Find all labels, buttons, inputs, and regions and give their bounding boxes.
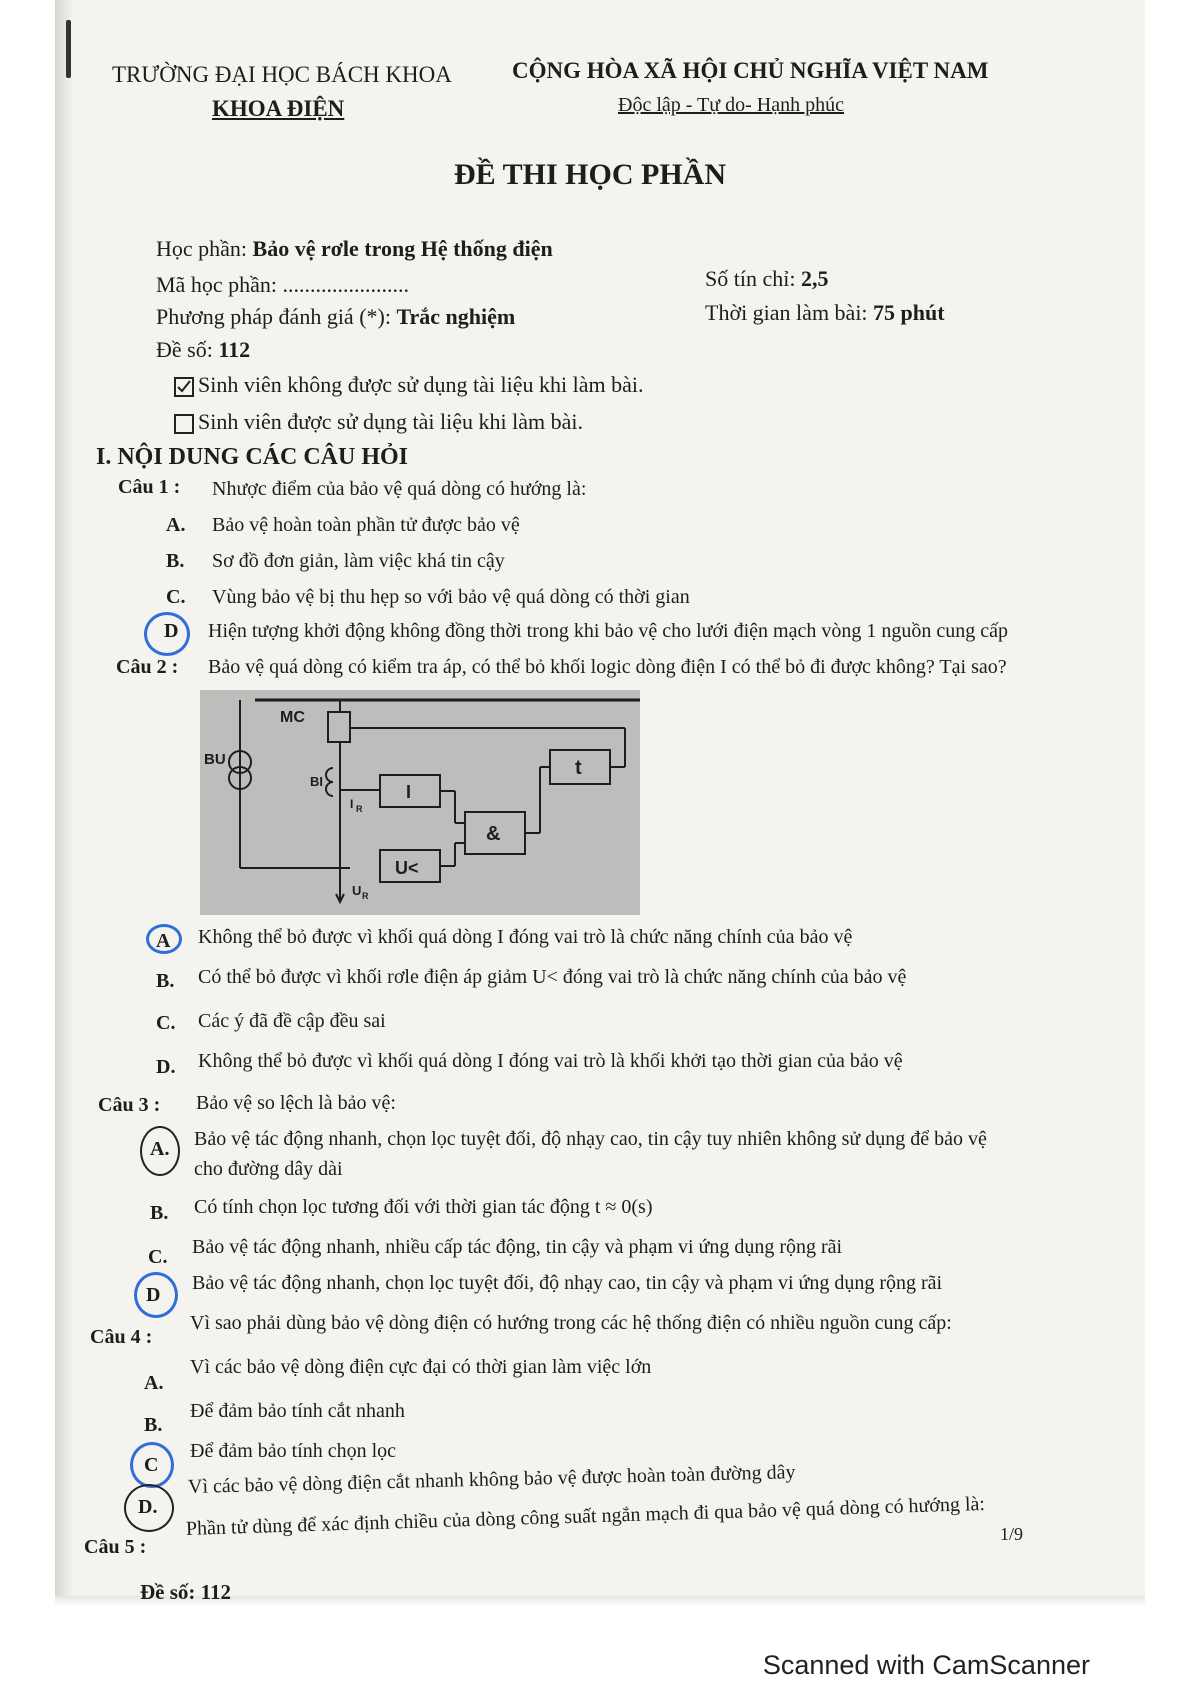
section-title: I. NỘI DUNG CÁC CÂU HỎI [96, 444, 409, 470]
national-motto: Độc lập - Tự do- Hạnh phúc [618, 94, 844, 116]
method-line [156, 304, 515, 330]
page-number: 1/9 [1000, 1524, 1024, 1544]
q4-option-c-key: C [144, 1454, 159, 1476]
course-line [156, 236, 553, 262]
q3-option-a-key: A. [150, 1138, 170, 1160]
question-5-text: Phần tử dùng để xác định chiều của dòng công suất ngắn mạch đi qua bảo vệ quá dòng có hướng là: [185, 1492, 986, 1540]
exam-title: ĐỀ THI HỌC PHẦN [454, 158, 726, 191]
q2-option-b-key: B. [156, 970, 175, 992]
question-3-label: Câu 3 : [98, 1094, 161, 1116]
method-value: Trắc nghiệm [396, 304, 516, 329]
label-bi: BI [310, 774, 323, 789]
empty-checkbox [174, 414, 194, 434]
pen-circle-mark [146, 924, 182, 954]
q3-option-d: Bảo vệ tác động nhanh, chọn lọc tuyệt đối, độ nhạy cao, tin cậy và phạm vi ứng dụng rộng rãi [192, 1272, 943, 1294]
q2-option-d-key: D. [156, 1056, 176, 1078]
exam-number-line [156, 337, 250, 363]
q2-option-d: Không thể bỏ được vì khối quá dòng I đóng vai trò là khối khởi tạo thời gian của bảo vệ [198, 1050, 903, 1072]
q1-option-b: Sơ đồ đơn giản, làm việc khá tin cậy [212, 550, 505, 572]
q2-option-c-key: C. [156, 1012, 176, 1034]
label-and-block: & [486, 823, 501, 845]
pen-circle-mark [124, 1484, 174, 1532]
label-ur: U [352, 883, 362, 898]
q3-option-c-key: C. [148, 1246, 168, 1268]
label-ir-sub: R [356, 804, 363, 814]
method-label: Phương pháp đánh giá (*): [156, 304, 391, 329]
time-label: Thời gian làm bài: [705, 300, 868, 325]
rule-no-materials: Sinh viên không được sử dụng tài liệu khi làm bài. [198, 372, 644, 397]
label-u-block: U< [395, 858, 419, 878]
pen-circle-mark [134, 1272, 178, 1318]
checked-checkbox [174, 377, 194, 397]
q4-option-b: Để đảm bảo tính cắt nhanh [190, 1400, 405, 1422]
q4-option-d-key: D. [138, 1496, 158, 1518]
course-name: Bảo vệ rơle trong Hệ thống điện [252, 236, 553, 261]
q1-option-a: Bảo vệ hoàn toàn phần tử được bảo vệ [212, 514, 520, 536]
pen-circle-mark [140, 1126, 180, 1176]
q1-option-c-key: C. [166, 586, 186, 608]
question-1-text: Nhược điểm của bảo vệ quá dòng có hướng là: [212, 478, 587, 500]
circuit-schematic [200, 690, 640, 915]
check-icon [176, 379, 192, 395]
q2-option-c: Các ý đã đề cập đều sai [198, 1010, 386, 1032]
q3-option-b-key: B. [150, 1202, 169, 1224]
breaker-mc [328, 712, 350, 742]
question-2-label: Câu 2 : [116, 656, 179, 678]
rule-materials-allowed: Sinh viên được sử dụng tài liệu khi làm bài. [198, 409, 583, 434]
question-4-text: Vì sao phải dùng bảo vệ dòng điện có hướng trong các hệ thống điện có nhiều nguồn cung cấp: [190, 1312, 952, 1334]
label-t-block: t [575, 757, 582, 779]
question-4-label: Câu 4 : [90, 1326, 153, 1348]
label-ir: I [350, 797, 354, 811]
scanner-watermark: Scanned with CamScanner [762, 1650, 1090, 1680]
footer-exam-number: Đề số: 112 [140, 1580, 231, 1604]
course-label: Học phần: [156, 236, 248, 261]
relay-circuit-diagram [200, 690, 640, 915]
time-line [705, 300, 945, 326]
q2-option-a: Không thể bỏ được vì khối quá dòng I đóng vai trò là chức năng chính của bảo vệ [198, 926, 853, 948]
question-3-text: Bảo vệ so lệch là bảo vệ: [196, 1092, 396, 1114]
q4-option-a: Vì các bảo vệ dòng điện cực đại có thời gian làm việc lớn [190, 1356, 652, 1378]
school-name: TRƯỜNG ĐẠI HỌC BÁCH KHOA [112, 62, 452, 87]
q1-option-d-key: D [164, 620, 179, 642]
faculty-name: KHOA ĐIỆN [212, 96, 345, 121]
question-5-label: Câu 5 : [84, 1536, 147, 1558]
credits-value: 2,5 [800, 266, 829, 291]
q4-option-c: Để đảm bảo tính chọn lọc [190, 1440, 397, 1462]
binding-mark [66, 20, 71, 78]
q2-option-b: Có thể bỏ được vì khối rơle điện áp giảm U< đóng vai trò là chức năng chính của bảo vệ [198, 966, 907, 988]
q2-option-a-key: A [156, 930, 171, 952]
q4-option-b-key: B. [144, 1414, 163, 1436]
course-code: Mã học phần: ....................... [156, 272, 409, 297]
label-ur-sub: R [362, 891, 369, 901]
paper-edge-shadow [55, 0, 73, 1605]
bi-coil [326, 768, 333, 782]
q1-option-c: Vùng bảo vệ bị thu hẹp so với bảo vệ quá dòng có thời gian [212, 586, 690, 608]
exam-number: 112 [218, 337, 251, 362]
label-i-block: I [406, 782, 412, 802]
q3-option-d-key: D [146, 1284, 161, 1306]
q3-option-a-continued: cho đường dây dài [194, 1158, 343, 1180]
country-name: CỘNG HÒA XÃ HỘI CHỦ NGHĨA VIỆT NAM [512, 58, 989, 83]
q3-option-a: Bảo vệ tác động nhanh, chọn lọc tuyệt đối, độ nhạy cao, tin cậy tuy nhiên không sử dụng để bảo vệ [194, 1128, 987, 1150]
question-2-text: Bảo vệ quá dòng có kiểm tra áp, có thể bỏ khối logic dòng điện I có thể bỏ đi được không? Tại sao? [208, 656, 1007, 678]
label-mc: MC [280, 709, 305, 726]
q1-option-b-key: B. [166, 550, 185, 572]
time-value: 75 phút [873, 300, 945, 325]
q1-option-d: Hiện tượng khởi động không đồng thời trong khi bảo vệ cho lưới điện mạch vòng 1 nguồn cung cấp [208, 620, 1008, 642]
credits-line [705, 266, 828, 292]
credits-label: Số tín chỉ: [705, 266, 796, 291]
label-bu: BU [204, 751, 226, 768]
question-1-label: Câu 1 : [118, 476, 181, 498]
q3-option-c: Bảo vệ tác động nhanh, nhiều cấp tác động, tin cậy và phạm vi ứng dụng rộng rãi [192, 1236, 843, 1258]
q4-option-d: Vì các bảo vệ dòng điện cắt nhanh không bảo vệ được hoàn toàn đường dây [187, 1461, 796, 1498]
q3-option-b: Có tính chọn lọc tương đối với thời gian tác động t ≈ 0(s) [194, 1196, 653, 1218]
pen-circle-mark [130, 1442, 174, 1488]
q4-option-a-key: A. [144, 1372, 164, 1394]
pen-circle-mark [144, 612, 190, 656]
exam-number-label: Đề số: [156, 337, 213, 362]
q1-option-a-key: A. [166, 514, 186, 536]
